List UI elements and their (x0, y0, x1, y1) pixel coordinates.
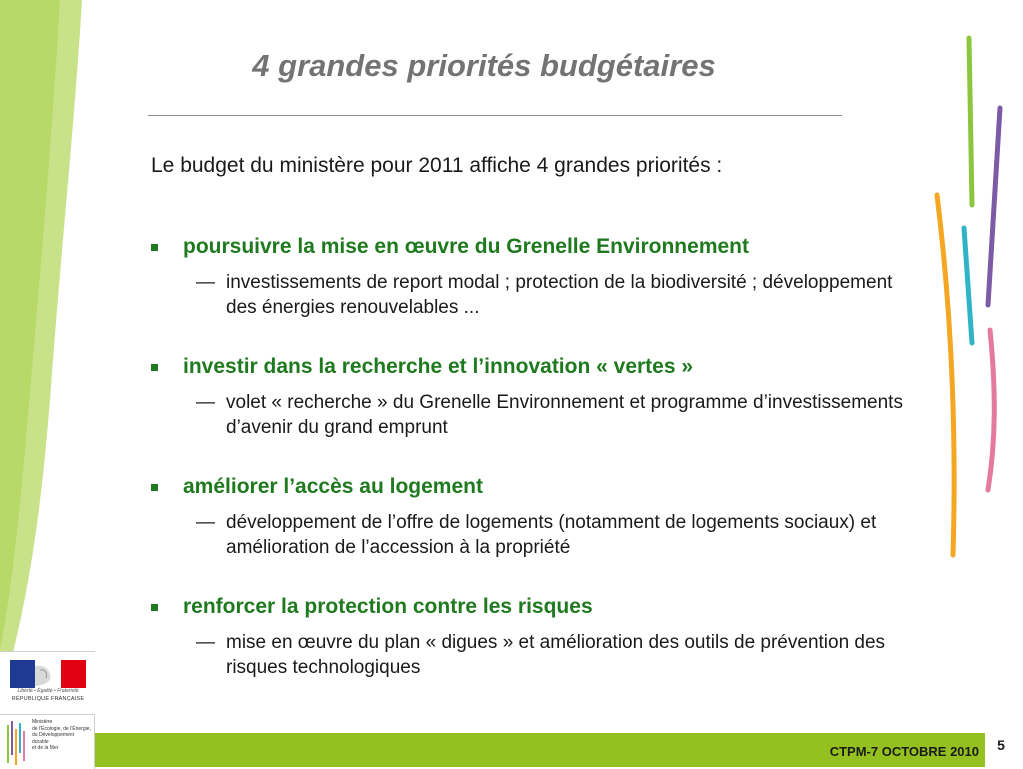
footer-event-label: CTPM-7 OCTOBRE 2010 (829, 744, 979, 759)
green-stroke (969, 38, 972, 205)
priority-detail: — développement de l’offre de logements (notamment de logements sociaux) et amélioration de l’accession à la propriété (196, 512, 877, 558)
orange-stroke (937, 195, 954, 555)
marianne-logo-icon (4, 656, 92, 712)
priority-detail: — mise en œuvre du plan « digues » et amélioration des outils de prévention des risques technologiques (196, 632, 886, 678)
priority-item-4 (151, 595, 921, 680)
dash-marker: — (196, 512, 215, 533)
priority-label: renforcer la protection contre les risques (183, 595, 593, 618)
logo-republique: RÉPUBLIQUE FRANÇAISE (11, 696, 85, 702)
priority-label: améliorer l’accès au logement (183, 475, 483, 498)
ministry-stripes-icon (0, 715, 30, 769)
square-bullet-icon (151, 364, 158, 371)
purple-stroke (988, 108, 1000, 305)
dash-marker: — (196, 272, 215, 293)
ministry-name: Ministère de l’Écologie, de l’Énergie, du Développement durable et de la Mer (32, 719, 91, 751)
logo-motto: Liberté • Égalité • Fraternité (17, 688, 79, 694)
page-number: 5 (997, 737, 1005, 753)
footer-bar (95, 733, 985, 767)
dash-marker: — (196, 632, 215, 653)
priority-label: poursuivre la mise en œuvre du Grenelle Environnement (183, 235, 749, 258)
priority-item-2 (151, 355, 921, 440)
page-number-box (985, 733, 1023, 767)
square-bullet-icon (151, 244, 158, 251)
square-bullet-icon (151, 484, 158, 491)
priority-detail: — investissements de report modal ; protection de la biodiversité ; développement des énergies renouvelables ... (196, 272, 893, 318)
priority-item-1 (151, 235, 921, 320)
dash-marker: — (196, 392, 215, 413)
intro-text: Le budget du ministère pour 2011 affiche 4 grandes priorités : (151, 154, 723, 177)
priority-detail: — volet « recherche » du Grenelle Environnement et programme d’investissements d’avenir du grand emprunt (196, 392, 903, 438)
priority-label: investir dans la recherche et l’innovation « vertes » (183, 355, 694, 378)
teal-stroke (964, 228, 972, 343)
ministry-logo-block (0, 651, 95, 768)
priority-item-3 (151, 475, 921, 560)
slide-title: 4 grandes priorités budgétaires (252, 48, 716, 83)
pink-stroke (988, 330, 994, 490)
ministry-box (0, 714, 95, 769)
square-bullet-icon (151, 604, 158, 611)
title-divider (148, 115, 842, 116)
